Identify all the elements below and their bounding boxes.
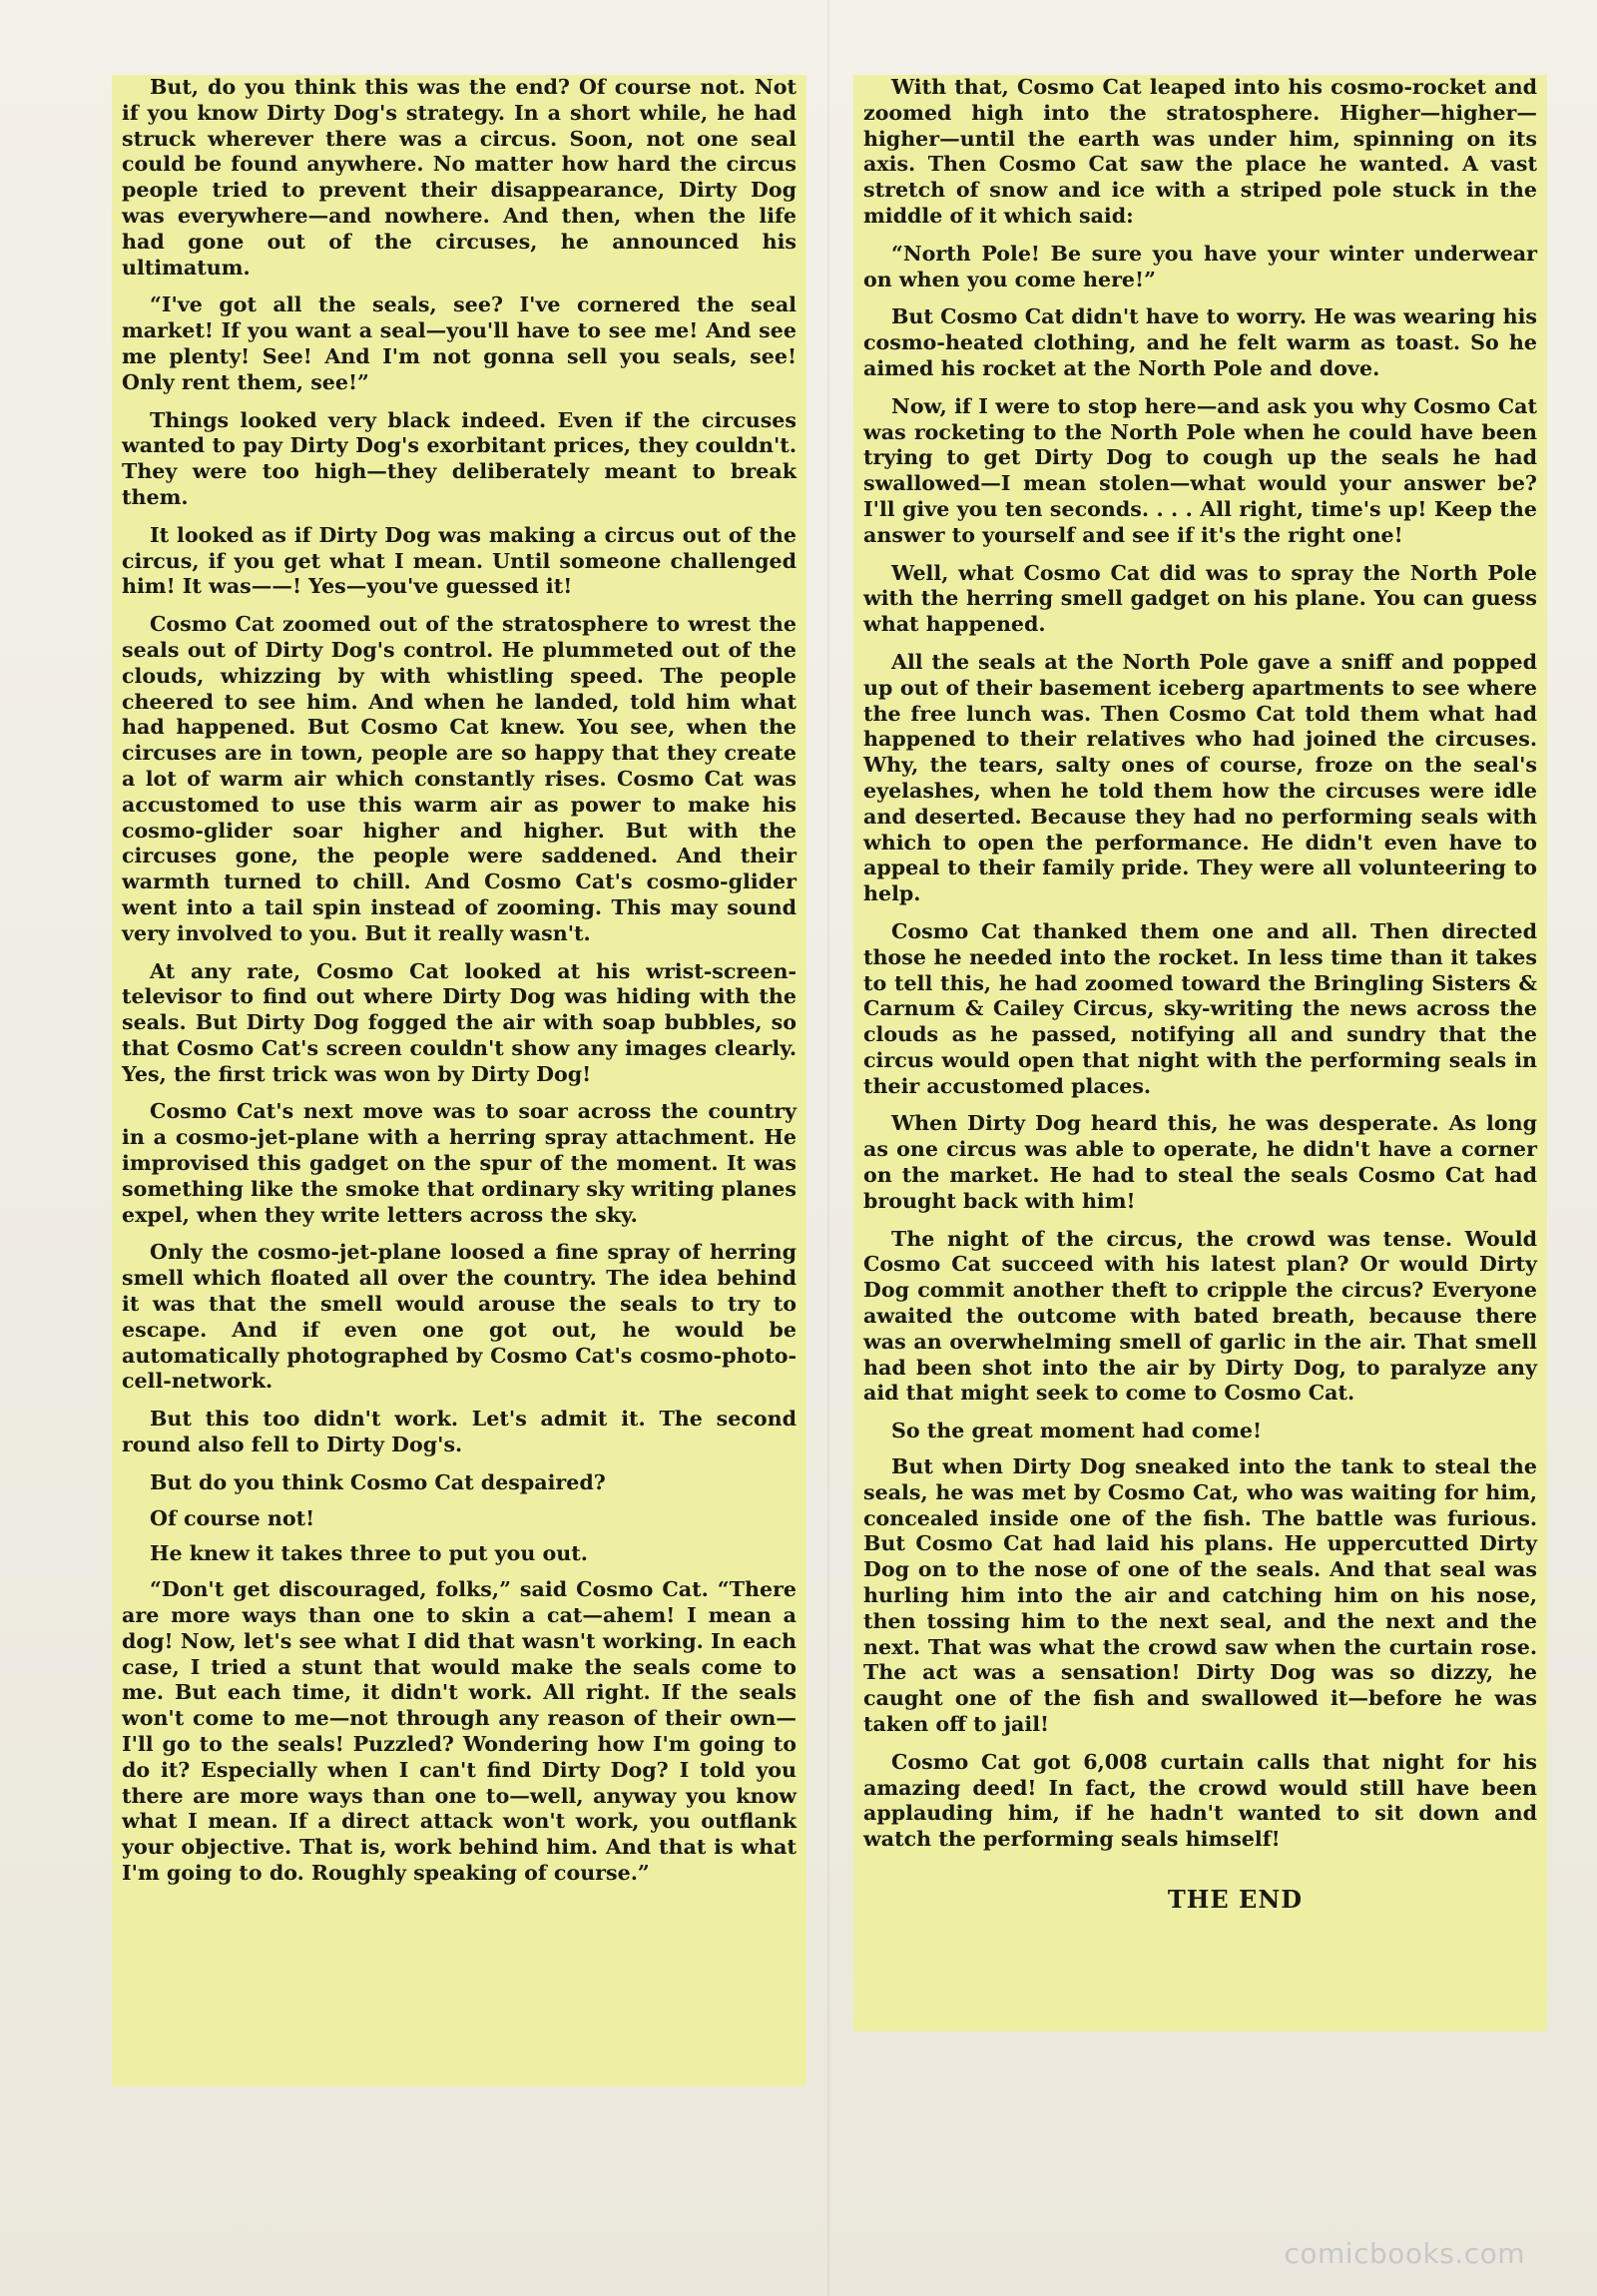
right-text-column — [853, 75, 1547, 2031]
paragraph: But this too didn't work. Let's admit it. The second round also fell to Dirty Dog's. — [122, 1407, 797, 1457]
paragraph: Cosmo Cat's next move was to soar across the country in a cosmo-jet-plane with a herring spray attachment. He improvised this gadget on the spur of the moment. It was something like the smoke that ordinary sky writing planes expel, when they write letters across the sky. — [122, 1099, 797, 1227]
paragraph: So the great moment had come! — [891, 1419, 1263, 1443]
paragraph: “North Pole! Be sure you have your winter underwear on when you come here!” — [863, 241, 1537, 291]
paragraph: At any rate, Cosmo Cat looked at his wrist-screen-televisor to find out where Dirty Dog was hiding with the seals. But Dirty Dog fogged the air with soap bubbles, so that Cosmo Cat's screen couldn't show any images clearly. Yes, the first trick was won by Dirty Dog! — [122, 958, 797, 1086]
paragraph: “I've got all the seals, see? I've cornered the seal market! If you want a seal—you'll have to see me! And see me plenty! See! And I'm not gonna sell you seals, see! Only rent them, see!” — [122, 292, 797, 394]
paragraph: All the seals at the North Pole gave a sniff and popped up out of their basement iceberg apartments to see where the free lunch was. Then Cosmo Cat told them what had happened to their relatives who had joined the circuses. Why, the tears, salty ones of course, froze on the seal's eyelashes, when he told them how the circuses were idle and deserted. Because they had no performing seals with which to open the performance. He didn't even have to appeal to their family pride. They were all volunteering to help. — [863, 649, 1537, 906]
left-text-column — [112, 75, 806, 2086]
paragraph: Cosmo Cat got 6,008 curtain calls that night for his amazing deed! In fact, the crowd would still have been applauding him, if he hadn't wanted to sit down and watch the performing seals himself! — [863, 1749, 1537, 1852]
page-crease — [826, 0, 830, 2296]
watermark: comicbooks.com — [1284, 2237, 1525, 2270]
paragraph: But Cosmo Cat didn't have to worry. He was wearing his cosmo-heated clothing, and he felt warm as toast. So he aimed his rocket at the North Pole and dove. — [863, 304, 1537, 380]
paragraph: Well, what Cosmo Cat did was to spray the North Pole with the herring smell gadget on his plane. You can guess what happened. — [863, 560, 1537, 637]
paragraph: When Dirty Dog heard this, he was desperate. As long as one circus was able to operate, he didn't have a corner on the market. He had to steal the seals Cosmo Cat had brought back with him! — [863, 1111, 1537, 1213]
paragraph: Cosmo Cat zoomed out of the stratosphere to wrest the seals out of Dirty Dog's control. He plummeted out of the clouds, whizzing by with whistling speed. The people cheered to see him. And when he landed, told him what had happened. But Cosmo Cat knew. You see, when the circuses are in town, people are so happy that they create a lot of warm air which constantly rises. Cosmo Cat was accustomed to use this warm air as power to make his cosmo-glider soar higher and higher. But with the circuses gone, the people were saddened. And their warmth turned to chill. And Cosmo Cat's cosmo-glider went into a tail spin instead of zooming. This may sound very involved to you. But it really wasn't. — [122, 612, 797, 945]
paragraph: The night of the circus, the crowd was tense. Would Cosmo Cat succeed with his latest plan? Or would Dirty Dog commit another theft to cripple the circus? Everyone awaited the outcome with bated breath, because there was an overwhelming smell of garlic in the air. That smell had been shot into the air by Dirty Dog, to paralyze any aid that might seek to come to Cosmo Cat. — [863, 1226, 1537, 1406]
paragraph: Only the cosmo-jet-plane loosed a fine spray of herring smell which floated all over the country. The idea behind it was that the smell would arouse the seals to try to escape. And if even one got out, he would be automatically photographed by Cosmo Cat's cosmo-photo-cell-network. — [122, 1240, 797, 1394]
paragraph: Now, if I were to stop here—and ask you why Cosmo Cat was rocketing to the North Pole when he could have been trying to get Dirty Dog to cough up the seals he had swallowed—I mean stolen—what would your answer be? I'll give you ten seconds. . . . All right, time's up! Keep the answer to yourself and see if it's the right one! — [863, 393, 1537, 547]
paragraph: “Don't get discouraged, folks,” said Cosmo Cat. “There are more ways than one to skin a cat—ahem! I mean a dog! Now, let's see what I did that wasn't working. In each case, I tried a stunt that would make the seals come to me. But each time, it didn't work. All right. If the seals won't come to me—not through any reason of their own—I'll go to the seals! Puzzled? Wondering how I'm going to do it? Especially when I can't find Dirty Dog? I told you there are more ways than one to—well, anyway you know what I mean. If a direct attack won't work, you outflank your objective. That is, work behind him. And that is what I'm going to do. Roughly speaking of course.” — [122, 1577, 797, 1885]
paragraph: It looked as if Dirty Dog was making a circus out of the circus, if you get what I mean. Until someone challenged him! It was——! Yes—you've guessed it! — [122, 522, 797, 599]
paragraph: With that, Cosmo Cat leaped into his cosmo-rocket and zoomed high into the stratosphere. Higher—higher—higher—until the earth was under him, spinning on its axis. Then Cosmo Cat saw the place he wanted. A vast stretch of snow and ice with a striped pole stuck in the middle of it which said: — [863, 75, 1537, 228]
the-end-label: THE END — [1167, 1885, 1304, 1914]
paragraph: Things looked very black indeed. Even if the circuses wanted to pay Dirty Dog's exorbitant prices, they couldn't. They were too high—they deliberately meant to break them. — [122, 407, 797, 509]
paragraph: But, do you think this was the end? Of course not. Not if you know Dirty Dog's strategy. In a short while, he had struck wherever there was a circus. Soon, not one seal could be found anywhere. No matter how hard the circus people tried to prevent their disappearance, Dirty Dog was everywhere—and nowhere. And then, when the life had gone out of the circuses, he announced his ultimatum. — [122, 75, 797, 280]
paragraph: But do you think Cosmo Cat despaired? — [150, 1469, 606, 1494]
paragraph: Cosmo Cat thanked them one and all. Then directed those he needed into the rocket. In less time than it takes to tell this, he had zoomed toward the Bringling Sisters & Carnum & Cailey Circus, sky-writing the news across the clouds as he passed, notifying all and sundry that the circus would open that night with the performing seals in their accustomed places. — [863, 918, 1537, 1098]
paragraph: Of course not! — [150, 1505, 315, 1530]
paragraph: But when Dirty Dog sneaked into the tank to steal the seals, he was met by Cosmo Cat, who was waiting for him, concealed inside one of the fish. The battle was furious. But Cosmo Cat had laid his plans. He uppercutted Dirty Dog on to the nose of one of the seals. And that seal was hurling him into the air and catching him on his nose, then tossing him to the next seal, and the next and the next. That was what the crowd saw when the curtain rose. The act was a sensation! Dirty Dog was so dizzy, he caught one of the fish and swallowed it—before he was taken off to jail! — [863, 1454, 1537, 1737]
paragraph: He knew it takes three to put you out. — [150, 1541, 588, 1566]
